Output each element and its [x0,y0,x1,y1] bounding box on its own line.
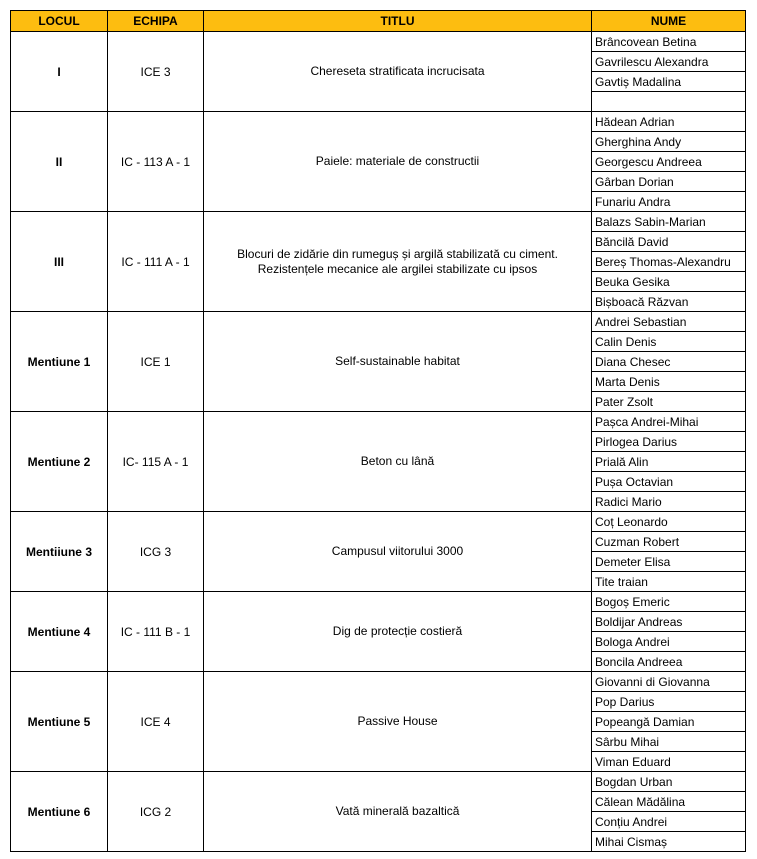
nume-cell: Balazs Sabin-Marian [592,212,746,232]
titlu-cell [204,772,592,852]
nume-cell: Coț Leonardo [592,512,746,532]
echipa-cell: ICE 3 [108,32,204,112]
nume-cell: Gârban Dorian [592,172,746,192]
nume-cell: Bogdan Urban [592,772,746,792]
nume-cell: Andrei Sebastian [592,312,746,332]
titlu-cell [204,592,592,672]
titlu-cell [204,112,592,212]
nume-cell: Pașca Andrei-Mihai [592,412,746,432]
titlu-cell [204,312,592,412]
nume-cell: Boldijar Andreas [592,612,746,632]
nume-cell: Mihai Cismaș [592,832,746,852]
nume-cell: Conțiu Andrei [592,812,746,832]
locul-cell: Mentiune 1 [11,312,108,412]
nume-cell: Giovanni di Giovanna [592,672,746,692]
nume-cell: Pirlogea Darius [592,432,746,452]
nume-cell: Sârbu Mihai [592,732,746,752]
table-body [11,32,746,852]
table-row [11,212,746,232]
table-row [11,112,746,132]
table-row [11,312,746,332]
nume-cell: Demeter Elisa [592,552,746,572]
echipa-cell: ICE 4 [108,672,204,772]
nume-cell: Radici Mario [592,492,746,512]
nume-cell: Gavtiș Madalina [592,72,746,92]
locul-cell: II [11,112,108,212]
titlu-line: Blocuri de zidărie din rumeguș și argilă stabilizată cu ciment. [237,246,558,261]
nume-cell: Tite traian [592,572,746,592]
header-titlu: TITLU [204,11,592,32]
nume-cell: Bișboacă Răzvan [592,292,746,312]
results-table [10,10,746,852]
echipa-cell: ICE 1 [108,312,204,412]
header-row [11,11,746,32]
echipa-cell: ICG 3 [108,512,204,592]
table-header [11,11,746,32]
titlu-cell [204,672,592,772]
titlu-line: Chereseta stratificata incrucisata [310,64,485,78]
nume-cell: Călean Mădălina [592,792,746,812]
nume-cell: Georgescu Andreea [592,152,746,172]
echipa-cell: IC - 111 A - 1 [108,212,204,312]
header-echipa: ECHIPA [108,11,204,32]
titlu-line: Dig de protecție costieră [332,624,463,638]
nume-cell: Brâncovean Betina [592,32,746,52]
locul-cell: Mentiiune 3 [11,512,108,592]
titlu-line: Vată minerală bazaltică [335,804,460,818]
titlu-line: Self-sustainable habitat [335,354,460,368]
nume-cell: Bereș Thomas-Alexandru [592,252,746,272]
titlu-line: Paiele: materiale de constructii [315,154,480,168]
header-locul: LOCUL [11,11,108,32]
nume-cell: Marta Denis [592,372,746,392]
titlu-cell [204,512,592,592]
locul-cell: Mentiune 2 [11,412,108,512]
nume-cell: Prială Alin [592,452,746,472]
table-row [11,512,746,532]
nume-cell: Bogoș Emeric [592,592,746,612]
nume-cell: Boncila Andreea [592,652,746,672]
titlu-line: Beton cu lână [360,454,435,468]
table-row [11,32,746,52]
nume-cell: Diana Chesec [592,352,746,372]
table-row [11,592,746,612]
locul-cell: Mentiune 5 [11,672,108,772]
nume-cell [592,92,746,112]
table-row [11,672,746,692]
locul-cell: Mentiune 4 [11,592,108,672]
echipa-cell: IC - 111 B - 1 [108,592,204,672]
nume-cell: Beuka Gesika [592,272,746,292]
nume-cell: Cuzman Robert [592,532,746,552]
table-row [11,772,746,792]
header-nume: NUME [592,11,746,32]
nume-cell: Gherghina Andy [592,132,746,152]
echipa-cell: IC- 115 A - 1 [108,412,204,512]
nume-cell: Calin Denis [592,332,746,352]
nume-cell: Popeangă Damian [592,712,746,732]
nume-cell: Gavrilescu Alexandra [592,52,746,72]
locul-cell: I [11,32,108,112]
titlu-cell [204,32,592,112]
nume-cell: Funariu Andra [592,192,746,212]
nume-cell: Pater Zsolt [592,392,746,412]
nume-cell: Viman Eduard [592,752,746,772]
nume-cell: Pop Darius [592,692,746,712]
nume-cell: Bologa Andrei [592,632,746,652]
echipa-cell: IC - 113 A - 1 [108,112,204,212]
titlu-line: Passive House [357,714,438,728]
echipa-cell: ICG 2 [108,772,204,852]
locul-cell: Mentiune 6 [11,772,108,852]
titlu-line: Campusul viitorului 3000 [331,544,464,558]
nume-cell: Băncilă David [592,232,746,252]
nume-cell: Pușa Octavian [592,472,746,492]
document-page [10,10,757,852]
table-row [11,412,746,432]
locul-cell: III [11,212,108,312]
titlu-cell [204,412,592,512]
titlu-line: Rezistențele mecanice ale argilei stabilizate cu ipsos [257,261,538,276]
nume-cell: Hădean Adrian [592,112,746,132]
titlu-cell [204,212,592,312]
